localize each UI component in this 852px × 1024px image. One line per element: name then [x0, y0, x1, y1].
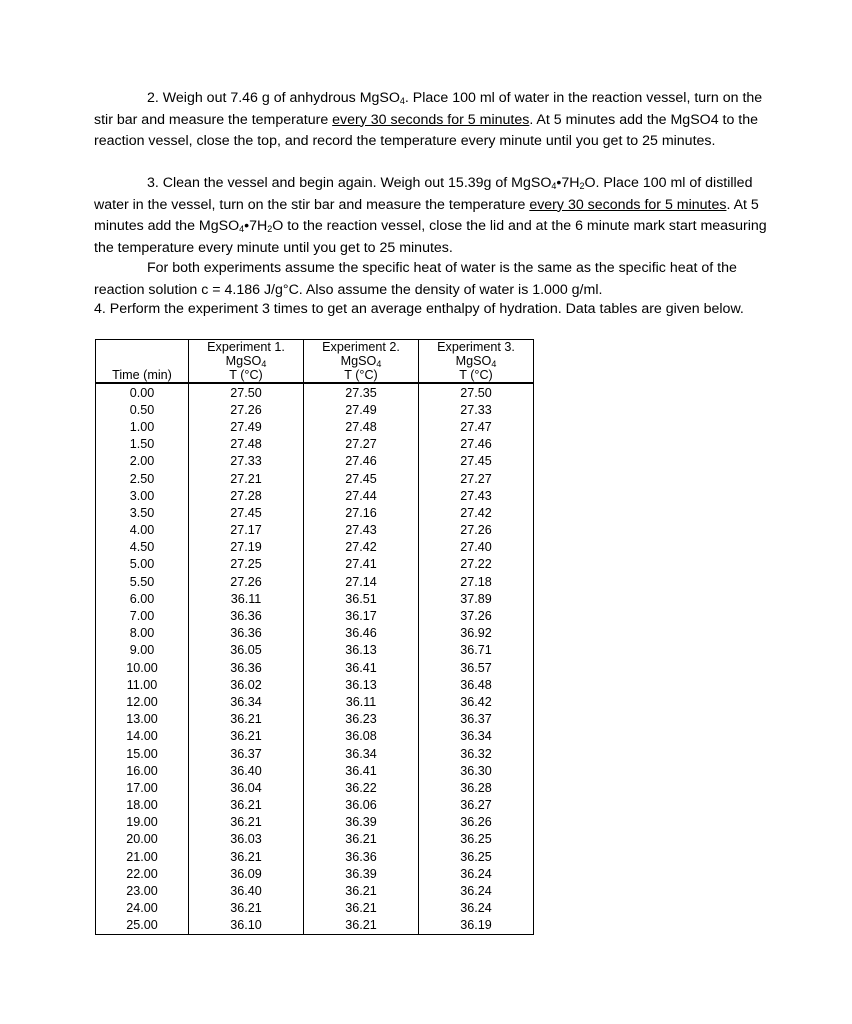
- exp3-cell: 36.71: [419, 642, 534, 659]
- time-cell: 23.00: [96, 882, 189, 899]
- exp3-cell: 27.47: [419, 418, 534, 435]
- exp3-cell: 27.33: [419, 401, 534, 418]
- exp2-cell: 36.22: [304, 779, 419, 796]
- exp3-cell: 36.24: [419, 882, 534, 899]
- exp1-cell: 27.50: [189, 383, 304, 401]
- table-row: [96, 676, 534, 693]
- table-body: [96, 383, 534, 935]
- exp2-cell: 27.16: [304, 504, 419, 521]
- exp1-cell: 36.34: [189, 693, 304, 710]
- table-row: [96, 814, 534, 831]
- time-cell: 18.00: [96, 797, 189, 814]
- step-2-text-c: . At 5 minutes add the MgSO4 to the reaction vessel, close the top, and record the temperature every minute until you get to 25 minutes.: [94, 111, 759, 149]
- time-cell: 13.00: [96, 711, 189, 728]
- time-cell: 3.50: [96, 504, 189, 521]
- header-row-3: [96, 368, 534, 383]
- exp1-cell: 36.10: [189, 917, 304, 935]
- table-row: [96, 831, 534, 848]
- header-row-1: [96, 340, 534, 355]
- table-row: [96, 779, 534, 796]
- exp1-cell: 36.40: [189, 762, 304, 779]
- exp3-cell: 36.92: [419, 625, 534, 642]
- time-cell: 7.00: [96, 607, 189, 624]
- exp2-cell: 36.46: [304, 625, 419, 642]
- step-3-text-d: . At 5 minutes add the MgSO: [94, 196, 759, 234]
- time-cell: 19.00: [96, 814, 189, 831]
- time-cell: 15.00: [96, 745, 189, 762]
- exp1-cell: 36.03: [189, 831, 304, 848]
- exp1-cell: 36.36: [189, 607, 304, 624]
- exp2-cell: 36.17: [304, 607, 419, 624]
- step-4-paragraph: 4. Perform the experiment 3 times to get an average enthalpy of hydration. Data tables are given below.: [94, 301, 744, 317]
- table-row: [96, 762, 534, 779]
- time-cell: 5.00: [96, 556, 189, 573]
- exp1-cell: 36.05: [189, 642, 304, 659]
- exp1-cell: 27.26: [189, 401, 304, 418]
- exp1-cell: 36.21: [189, 848, 304, 865]
- header-time: Time (min): [96, 368, 189, 383]
- exp2-cell: 27.27: [304, 436, 419, 453]
- header-blank: [96, 340, 189, 355]
- table-row: [96, 917, 534, 935]
- subscript: 4: [491, 359, 497, 369]
- time-cell: 4.50: [96, 539, 189, 556]
- table-row: [96, 539, 534, 556]
- header-compound: [189, 354, 304, 368]
- time-cell: 16.00: [96, 762, 189, 779]
- time-cell: 21.00: [96, 848, 189, 865]
- subscript: 4: [261, 359, 267, 369]
- compound-text: MgSO: [455, 354, 492, 368]
- subscript: 2: [579, 181, 585, 191]
- table-row: [96, 453, 534, 470]
- time-cell: 2.50: [96, 470, 189, 487]
- exp1-cell: 36.21: [189, 814, 304, 831]
- exp3-cell: 27.18: [419, 573, 534, 590]
- table-row: [96, 848, 534, 865]
- table-row: [96, 487, 534, 504]
- time-cell: 0.50: [96, 401, 189, 418]
- exp1-cell: 27.25: [189, 556, 304, 573]
- table-row: [96, 418, 534, 435]
- exp1-cell: 36.11: [189, 590, 304, 607]
- exp2-cell: 27.44: [304, 487, 419, 504]
- exp1-cell: 27.28: [189, 487, 304, 504]
- step-2-underlined: every 30 seconds for 5 minutes: [332, 111, 530, 128]
- exp3-cell: 36.42: [419, 693, 534, 710]
- exp2-cell: 36.41: [304, 659, 419, 676]
- time-cell: 11.00: [96, 676, 189, 693]
- exp2-cell: 27.14: [304, 573, 419, 590]
- exp2-cell: 27.48: [304, 418, 419, 435]
- time-cell: 24.00: [96, 900, 189, 917]
- time-cell: 4.00: [96, 522, 189, 539]
- exp1-cell: 36.04: [189, 779, 304, 796]
- exp3-cell: 36.26: [419, 814, 534, 831]
- exp1-cell: 36.37: [189, 745, 304, 762]
- exp2-cell: 36.21: [304, 882, 419, 899]
- header-compound: [419, 354, 534, 368]
- header-unit: T (°C): [189, 368, 304, 383]
- exp1-cell: 36.36: [189, 625, 304, 642]
- exp2-cell: 27.43: [304, 522, 419, 539]
- exp3-cell: 27.45: [419, 453, 534, 470]
- table-row: [96, 745, 534, 762]
- exp2-cell: 27.46: [304, 453, 419, 470]
- exp3-cell: 27.27: [419, 470, 534, 487]
- exp3-cell: 27.42: [419, 504, 534, 521]
- table-row: [96, 900, 534, 917]
- exp2-cell: 27.41: [304, 556, 419, 573]
- exp1-cell: 36.21: [189, 797, 304, 814]
- exp1-cell: 36.21: [189, 900, 304, 917]
- exp3-cell: 36.25: [419, 848, 534, 865]
- exp3-cell: 27.46: [419, 436, 534, 453]
- time-cell: 3.00: [96, 487, 189, 504]
- header-unit: T (°C): [304, 368, 419, 383]
- exp1-cell: 36.09: [189, 865, 304, 882]
- exp2-cell: 36.36: [304, 848, 419, 865]
- header-exp1: Experiment 1.: [189, 340, 304, 355]
- table-row: [96, 607, 534, 624]
- table-row: [96, 401, 534, 418]
- exp3-cell: 36.25: [419, 831, 534, 848]
- step-2-paragraph: [94, 88, 774, 153]
- exp2-cell: 36.23: [304, 711, 419, 728]
- header-compound: [304, 354, 419, 368]
- exp1-cell: 27.45: [189, 504, 304, 521]
- step-3-text-e: •7H: [244, 218, 268, 234]
- header-unit: T (°C): [419, 368, 534, 383]
- time-cell: 25.00: [96, 917, 189, 935]
- time-cell: 20.00: [96, 831, 189, 848]
- subscript: 2: [267, 224, 273, 234]
- step-3-text-b: •7H: [556, 175, 580, 191]
- exp1-cell: 36.02: [189, 676, 304, 693]
- exp3-cell: 36.57: [419, 659, 534, 676]
- exp2-cell: 27.45: [304, 470, 419, 487]
- exp2-cell: 36.34: [304, 745, 419, 762]
- data-table: [95, 339, 534, 935]
- time-cell: 0.00: [96, 383, 189, 401]
- subscript: 4: [399, 96, 405, 106]
- exp2-cell: 36.41: [304, 762, 419, 779]
- exp3-cell: 36.48: [419, 676, 534, 693]
- time-cell: 9.00: [96, 642, 189, 659]
- exp2-cell: 36.21: [304, 900, 419, 917]
- table-row: [96, 590, 534, 607]
- time-cell: 8.00: [96, 625, 189, 642]
- exp3-cell: 36.19: [419, 917, 534, 935]
- exp3-cell: 36.24: [419, 865, 534, 882]
- step-2-text-a: 2. Weigh out 7.46 g of anhydrous MgSO: [147, 90, 400, 106]
- exp3-cell: 36.30: [419, 762, 534, 779]
- time-cell: 14.00: [96, 728, 189, 745]
- subscript: 4: [551, 181, 557, 191]
- table-row: [96, 711, 534, 728]
- header-row-2: [96, 354, 534, 368]
- table-row: [96, 383, 534, 401]
- table-row: [96, 642, 534, 659]
- step-3-text-c: O. Place 100 ml of distilled water in the vessel, turn on the stir bar and measure the temperature: [94, 175, 753, 213]
- table-row: [96, 693, 534, 710]
- time-cell: 22.00: [96, 865, 189, 882]
- exp3-cell: 36.28: [419, 779, 534, 796]
- exp2-cell: 36.39: [304, 865, 419, 882]
- exp2-cell: 27.35: [304, 383, 419, 401]
- exp2-cell: 36.21: [304, 917, 419, 935]
- exp3-cell: 27.22: [419, 556, 534, 573]
- compound-text: MgSO: [340, 354, 377, 368]
- time-cell: 2.00: [96, 453, 189, 470]
- table-row: [96, 556, 534, 573]
- exp1-cell: 36.40: [189, 882, 304, 899]
- table-row: [96, 470, 534, 487]
- exp1-cell: 27.49: [189, 418, 304, 435]
- exp2-cell: 36.06: [304, 797, 419, 814]
- header-blank: [96, 354, 189, 368]
- exp3-cell: 37.89: [419, 590, 534, 607]
- step-3-underlined: every 30 seconds for 5 minutes: [529, 196, 727, 213]
- exp1-cell: 27.48: [189, 436, 304, 453]
- time-cell: 6.00: [96, 590, 189, 607]
- time-cell: 12.00: [96, 693, 189, 710]
- exp3-cell: 36.24: [419, 900, 534, 917]
- exp1-cell: 27.26: [189, 573, 304, 590]
- step-3-paragraph: [94, 173, 774, 259]
- exp1-cell: 36.21: [189, 728, 304, 745]
- time-cell: 10.00: [96, 659, 189, 676]
- exp2-cell: 36.51: [304, 590, 419, 607]
- exp3-cell: 27.50: [419, 383, 534, 401]
- table-row: [96, 436, 534, 453]
- exp2-cell: 27.49: [304, 401, 419, 418]
- exp3-cell: 36.37: [419, 711, 534, 728]
- exp1-cell: 36.36: [189, 659, 304, 676]
- time-cell: 1.50: [96, 436, 189, 453]
- exp3-cell: 36.34: [419, 728, 534, 745]
- time-cell: 17.00: [96, 779, 189, 796]
- step-2-text-b: . Place 100 ml of water in the reaction vessel, turn on the stir bar and measure the temperature: [94, 90, 763, 128]
- time-cell: 1.00: [96, 418, 189, 435]
- exp2-cell: 36.11: [304, 693, 419, 710]
- exp3-cell: 27.43: [419, 487, 534, 504]
- table-row: [96, 573, 534, 590]
- table-row: [96, 504, 534, 521]
- table-row: [96, 865, 534, 882]
- exp1-cell: 27.17: [189, 522, 304, 539]
- table-row: [96, 728, 534, 745]
- exp1-cell: 36.21: [189, 711, 304, 728]
- step-3-text-a: 3. Clean the vessel and begin again. Weigh out 15.39g of MgSO: [147, 175, 552, 191]
- exp1-cell: 27.33: [189, 453, 304, 470]
- table-row: [96, 625, 534, 642]
- table-row: [96, 797, 534, 814]
- exp2-cell: 36.21: [304, 831, 419, 848]
- step-3-text-f: O to the reaction vessel, close the lid and at the 6 minute mark start measuring the temperature every minute until you get to 25 minutes.: [94, 218, 767, 256]
- subscript: 4: [239, 224, 245, 234]
- table-row: [96, 882, 534, 899]
- exp2-cell: 27.42: [304, 539, 419, 556]
- exp2-cell: 36.08: [304, 728, 419, 745]
- table-row: [96, 659, 534, 676]
- exp2-cell: 36.39: [304, 814, 419, 831]
- assumption-paragraph: For both experiments assume the specific heat of water is the same as the specific heat of the reaction solution c = 4.186 J/g°C. Also assume the density of water is 1.000 g/ml.: [94, 260, 737, 298]
- time-cell: 5.50: [96, 573, 189, 590]
- compound-text: MgSO: [225, 354, 262, 368]
- exp2-cell: 36.13: [304, 642, 419, 659]
- header-exp2: Experiment 2.: [304, 340, 419, 355]
- exp3-cell: 36.32: [419, 745, 534, 762]
- exp3-cell: 27.40: [419, 539, 534, 556]
- table-row: [96, 522, 534, 539]
- exp1-cell: 27.19: [189, 539, 304, 556]
- exp2-cell: 36.13: [304, 676, 419, 693]
- exp3-cell: 36.27: [419, 797, 534, 814]
- exp3-cell: 27.26: [419, 522, 534, 539]
- subscript: 4: [376, 359, 382, 369]
- exp3-cell: 37.26: [419, 607, 534, 624]
- exp1-cell: 27.21: [189, 470, 304, 487]
- header-exp3: Experiment 3.: [419, 340, 534, 355]
